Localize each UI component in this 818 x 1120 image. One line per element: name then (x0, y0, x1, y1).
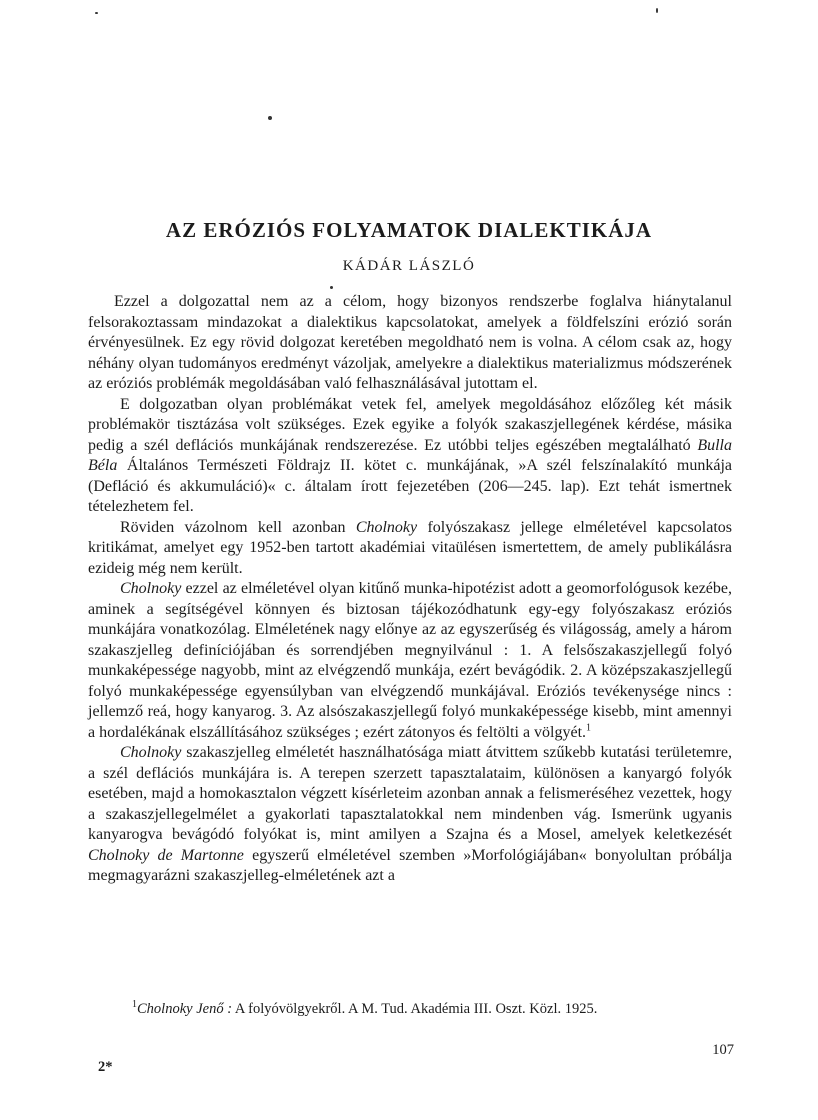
body-paragraph (88, 743, 732, 887)
italic-name: Cholnoky de Martonne (88, 846, 244, 864)
footnote (132, 1000, 732, 1018)
paragraph-text: szakaszjelleg elméletét használhatósága miatt átvittem szűkebb kutatási területemre, a szél deflációs munkájára is. A terepen szerzett tapasztalataim, különösen a kanyargó folyók esetében, majd a homokasztalon végzett kísérleteim azonban annak a felismeréséhez vezettek, hogy a szakaszjellegelmélet a gyakorlati tapasztalatokkal nem mindenben vág. Ismerünk ugyanis kanyarogva bevágódó folyókat is, mint amilyen a Szajna és a Mosel, amelyek keletkezését (88, 744, 732, 843)
paragraph-text: ezzel az elméletével olyan kitűnő munka-hipotézist adott a geomorfológusok kezébe, aminek a segítségével könnyen és biztosan tájékozódhatunk egy-egy folyószakasz eróziós munkájára vonatkozólag. Elméletének nagy előnye az az egyszerűség és világosság, amely a három szakaszjelleg definíciójában és sorrendjében megnyilvánul : 1. A felsőszakaszjellegű folyó munkaképessége nagyobb, mint az elvégzendő munkája, ezért bevágódik. 2. A középszakaszjellegű folyó munkaképessége egyensúlyban van elvégzendő munkájával. Eróziós tevékenysége nincs : jellemző reá, hogy kanyarog. 3. Az alsószakaszjellegű folyó munkaképessége kisebb, mint amennyi a hordalékának elszállításához szükséges ; ezért zátonyos és feltölti a völgyét. (88, 580, 732, 741)
article-body (88, 292, 732, 887)
italic-name: Cholnoky (120, 580, 182, 597)
paragraph-text: egyszerű elméletével szemben »Morfológiájában« bonyolultan próbálja megmagyarázni szakaszjelleg-elméletének azt a (88, 846, 732, 884)
italic-name: Bulla Béla (88, 436, 732, 474)
page-number: 107 (712, 1042, 734, 1058)
scan-speck (330, 286, 333, 289)
body-paragraph (88, 518, 732, 580)
paragraph-text: folyószakasz jellege elméletével kapcsolatos kritikámat, amelyet egy 1952-ben tartott akadémiai vitaülésen ismertettem, de amely publikálásra ezideig még nem került. (88, 518, 732, 577)
footnote-text: A folyóvölgyekről. A M. Tud. Akadémia III. Oszt. Közl. 1925. (232, 1001, 598, 1017)
paragraph-text: E dolgozatban olyan problémákat vetek fel, amelyek megoldásához előzőleg két másik problémakör tisztázása volt szükséges. Ezek egyike a folyók szakaszjellegének kérdése, másika pedig a szél deflációs munkájának rendszerezése. Ez utóbbi teljes egészében megtalálható (88, 395, 732, 454)
signature-mark: 2* (98, 1059, 113, 1075)
scan-speck (95, 12, 98, 14)
paragraph-text: Általános Természeti Földrajz II. kötet c. munkájának, »A szél felszínalakító munkája (Defláció és akkumuláció)« c. általam írott fejezetében (206—245. lap). Ezt tehát ismertnek tételezhetem fel. (88, 457, 732, 515)
scan-speck (268, 116, 272, 120)
footnote-reference: 1 (586, 722, 592, 734)
footnote-marker: 1 (132, 999, 137, 1011)
body-paragraph (88, 395, 732, 518)
paragraph-text: Röviden vázolnom kell azonban (120, 518, 356, 536)
footnote-author: Cholnoky Jenő : (137, 1001, 233, 1017)
scan-speck (656, 8, 658, 13)
article-author: KÁDÁR LÁSZLÓ (342, 258, 476, 274)
italic-name: Cholnoky (355, 518, 418, 536)
paragraph-text: Ezzel a dolgozattal nem az a célom, hogy bizonyos rendszerbe foglalva hiánytalanul felsorakoztassam mindazokat a dialektikus kapcsolatokat, amelyek a földfelszíni erózió során érvényesülnek. Ez egy rövid dolgozat keretében megoldható nem is volna. A célom csak az, hogy néhány olyan tudományos eredményt vázoljak, amelyekre a dialektikus materializmus módszerének az eróziós problémák megoldásában való felhasználásával jutottam el. (88, 293, 732, 392)
body-paragraph (88, 292, 732, 395)
article-title: AZ ERÓZIÓS FOLYAMATOK DIALEKTIKÁJA (165, 218, 653, 242)
italic-name: Cholnoky (120, 744, 182, 761)
body-paragraph (88, 579, 732, 743)
